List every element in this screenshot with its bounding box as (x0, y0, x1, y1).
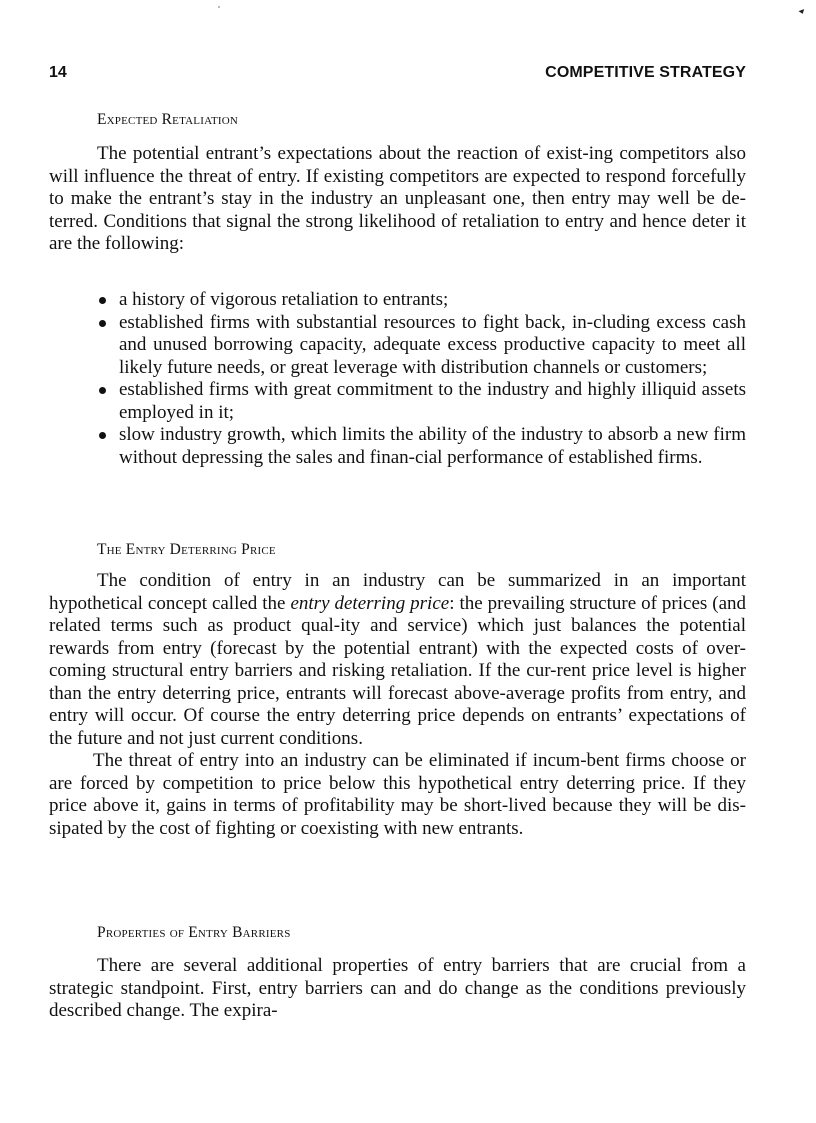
paragraph: The threat of entry into an industry can be eliminated if incum-bent firms choose or are forced by competition to price below this hypothetical entry deterring price. If they price above it, gains in terms of profitability may be short-lived because they will be dis-sipated by the cost of fighting or coexisting with new entrants. (49, 750, 746, 839)
paragraph-text: The condition of entry in an industry can be summarized in an important hypothetical concept called the (49, 570, 746, 614)
list-item: slow industry growth, which limits the ability of the industry to absorb a new firm without depressing the sales and finan-cial performance of established firms. (97, 424, 746, 469)
section-body-entry-deterring-price (49, 570, 746, 840)
running-title: COMPETITIVE STRATEGY (545, 64, 746, 81)
corner-arrow-icon (798, 9, 805, 15)
section-heading-expected-retaliation: Expected Retaliation (97, 111, 239, 128)
paragraph-text: : the prevailing structure of prices (and related terms such as product qual-ity and service) which just balances the potential rewards from entry (forecast by the potential entrant) with the expected costs of over-coming structural entry barriers and risking retaliation. If the cur-rent price level is higher than the entry deterring price, entrants will forecast above-average profits from entry, and entry will occur. Of course the entry deterring price depends on entrants’ expectations of the future and not just current conditions. (49, 592, 747, 749)
list-item: established firms with great commitment to the industry and highly illiquid assets employed in it; (97, 379, 746, 424)
entry-deterring-price-term: entry deterring price (290, 592, 450, 614)
section-body-expected-retaliation (49, 143, 746, 256)
paragraph (49, 570, 746, 750)
retaliation-conditions-list (97, 289, 746, 469)
list-item: a history of vigorous retaliation to entrants; (97, 289, 746, 312)
section-heading-properties-of-entry-barriers: Properties of Entry Barriers (97, 924, 291, 941)
list-item: established firms with substantial resources to fight back, in-cluding excess cash and unused borrowing capacity, adequate excess productive capacity to meet all likely future needs, or great leverage with distribution channels or customers; (97, 312, 746, 380)
scan-speck (218, 6, 220, 8)
section-body-properties-of-entry-barriers (49, 955, 746, 1023)
page-number: 14 (49, 64, 67, 81)
paragraph: There are several additional properties of entry barriers that are crucial from a strategic standpoint. First, entry barriers can and do change as the conditions previously described change. The expira- (49, 955, 746, 1021)
running-head (49, 62, 746, 84)
paragraph: The potential entrant’s expectations about the reaction of exist-ing competitors also will influence the threat of entry. If existing competitors are expected to respond forcefully to make the entrant’s stay in the industry an unpleasant one, then entry may well be de-terred. Conditions that signal the strong likelihood of retaliation to entry and hence deter it are the following: (49, 143, 746, 254)
section-heading-entry-deterring-price: The Entry Deterring Price (97, 541, 276, 558)
